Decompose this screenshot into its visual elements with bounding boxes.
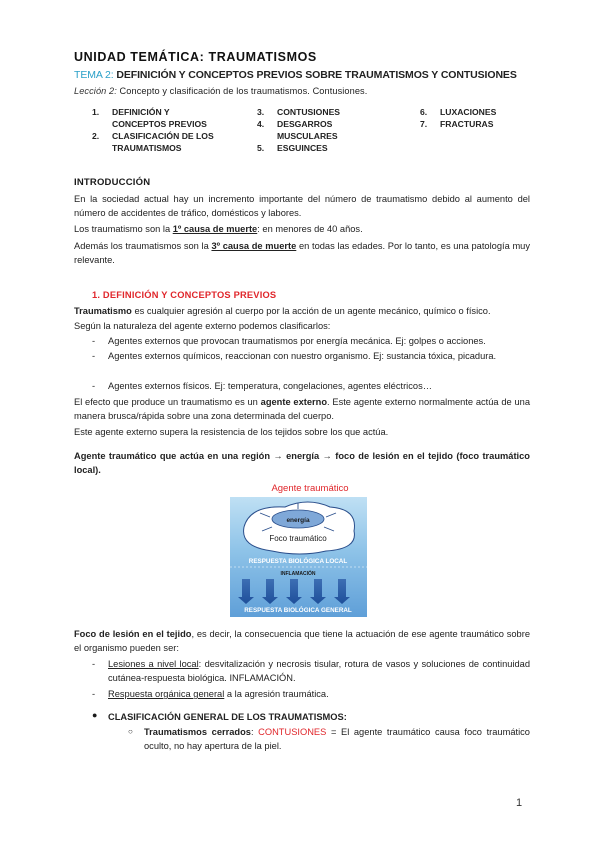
intro-heading: INTRODUCCIÓN bbox=[74, 177, 151, 188]
lesson-line bbox=[74, 86, 367, 96]
toc-column-2 bbox=[257, 106, 407, 154]
resistance-line: Este agente externo supera la resistencia de los tejidos sobre los que actúa. bbox=[74, 427, 389, 437]
traumatismo-definition: Traumatismo es cualquier agresión al cuerpo por la acción de un agente mecánico, químico o físico. bbox=[74, 306, 491, 316]
toc-column-1 bbox=[92, 106, 242, 154]
inflamacion-label: INFLAMACIÓN bbox=[280, 571, 316, 577]
closed-trauma-item: Traumatismos cerrados: CONTUSIONES = El agente traumático causa foco traumático oculto, no hay apertura de la piel. bbox=[144, 727, 530, 751]
bullet-circle-icon: ○ bbox=[128, 727, 133, 736]
contusiones-label: CONTUSIONES bbox=[258, 727, 327, 737]
toc-item-4-line2: MUSCULARES bbox=[277, 131, 338, 141]
chain-paragraph: Agente traumático que actúa en una región → energía → foco de lesión en el tejido (foco traumático local). bbox=[74, 451, 530, 475]
page-number: 1 bbox=[516, 797, 523, 809]
section-1-heading: 1. DEFINICIÓN Y CONCEPTOS PREVIOS bbox=[92, 290, 277, 300]
foco-paragraph: Foco de lesión en el tejido, es decir, la consecuencia que tiene la actuación de ese agente traumático sobre el organismo pueden ser: bbox=[74, 629, 530, 653]
toc-item-4: 4. DESGARROS bbox=[257, 119, 333, 129]
dash-bullet: - bbox=[92, 336, 96, 346]
classify-line: Según la naturaleza del agente externo podemos clasificarlos: bbox=[74, 321, 331, 331]
trauma-response-diagram bbox=[230, 497, 367, 617]
toc-item-1-line2: CONCEPTOS PREVIOS bbox=[112, 119, 207, 129]
toc-item-5: 5. ESGUINCES bbox=[257, 143, 328, 153]
dash-bullet: - bbox=[92, 381, 96, 391]
dash-bullet: - bbox=[92, 351, 96, 361]
dash-bullet: - bbox=[92, 689, 96, 699]
dash-bullet: - bbox=[92, 659, 96, 669]
tema-label: TEMA 2: bbox=[74, 69, 114, 81]
intro-paragraph-3: Además los traumatismos son la 3º causa de muerte en todas las edades. Por lo tanto, es una patología muy relevante. bbox=[74, 241, 531, 265]
foco-label: Foco traumático bbox=[269, 534, 327, 543]
tema-title-text: DEFINICIÓN Y CONCEPTOS PREVIOS SOBRE TRAUMATISMOS Y CONTUSIONES bbox=[116, 69, 517, 81]
tema-title bbox=[74, 69, 517, 81]
toc-item-3: 3. CONTUSIONES bbox=[257, 107, 341, 117]
unit-title: UNIDAD TEMÁTICA: TRAUMATISMOS bbox=[74, 50, 317, 64]
toc-item-2: 2. CLASIFICACIÓN DE LOS bbox=[92, 131, 214, 141]
toc-column-3 bbox=[420, 106, 540, 130]
energia-label: energía bbox=[286, 517, 310, 524]
local-response-label: RESPUESTA BIOLÓGICA LOCAL bbox=[248, 558, 348, 565]
foco-item-1: Lesiones a nivel local: desvitalización y necrosis tisular, rotura de vasos y soluciones de continuidad cutánea-respuesta biológica. INFLAMACIÓN. bbox=[108, 659, 530, 683]
toc-item-2-line2: TRAUMATISMOS bbox=[112, 143, 182, 153]
lesson-text: Concepto y clasificación de los traumatismos. Contusiones. bbox=[119, 86, 368, 96]
toc-item-7: 7. FRACTURAS bbox=[420, 119, 494, 129]
general-response-label: RESPUESTA BIOLÓGICA GENERAL bbox=[244, 607, 352, 614]
toc-item-6: 6. LUXACIONES bbox=[420, 107, 497, 117]
lesson-label: Lección 2: bbox=[74, 86, 117, 96]
foco-item-2: Respuesta orgánica general a la agresión traumática. bbox=[108, 689, 329, 699]
intro-paragraph-1: En la sociedad actual hay un incremento importante del número de traumatismo debido al aumento del número de accidentes de tráfico, domésticos y labores. bbox=[74, 194, 530, 218]
agent-item-2: Agentes externos químicos, reaccionan con nuestro organismo. Ej: sustancia tóxica, picadura. bbox=[108, 351, 497, 361]
agent-item-1: Agentes externos que provocan traumatismos por energía mecánica. Ej: golpes o acciones. bbox=[108, 336, 486, 346]
intro-paragraph-2: Los traumatismo son la 1º causa de muerte: en menores de 40 años. bbox=[74, 224, 363, 234]
bullet-dot-icon: ● bbox=[92, 710, 98, 720]
classification-heading: CLASIFICACIÓN GENERAL DE LOS TRAUMATISMOS: bbox=[108, 712, 347, 722]
figure-title: Agente traumático bbox=[271, 483, 349, 494]
toc-item-1: 1. DEFINICIÓN Y bbox=[92, 107, 170, 117]
agent-item-3: Agentes externos físicos. Ej: temperatura, congelaciones, agentes eléctricos… bbox=[108, 381, 433, 391]
effect-paragraph: El efecto que produce un traumatismo es un agente externo. Este agente externo normalmente actúa de una manera brusca/rápida sobre una zona determinada del cuerpo. bbox=[74, 397, 530, 421]
